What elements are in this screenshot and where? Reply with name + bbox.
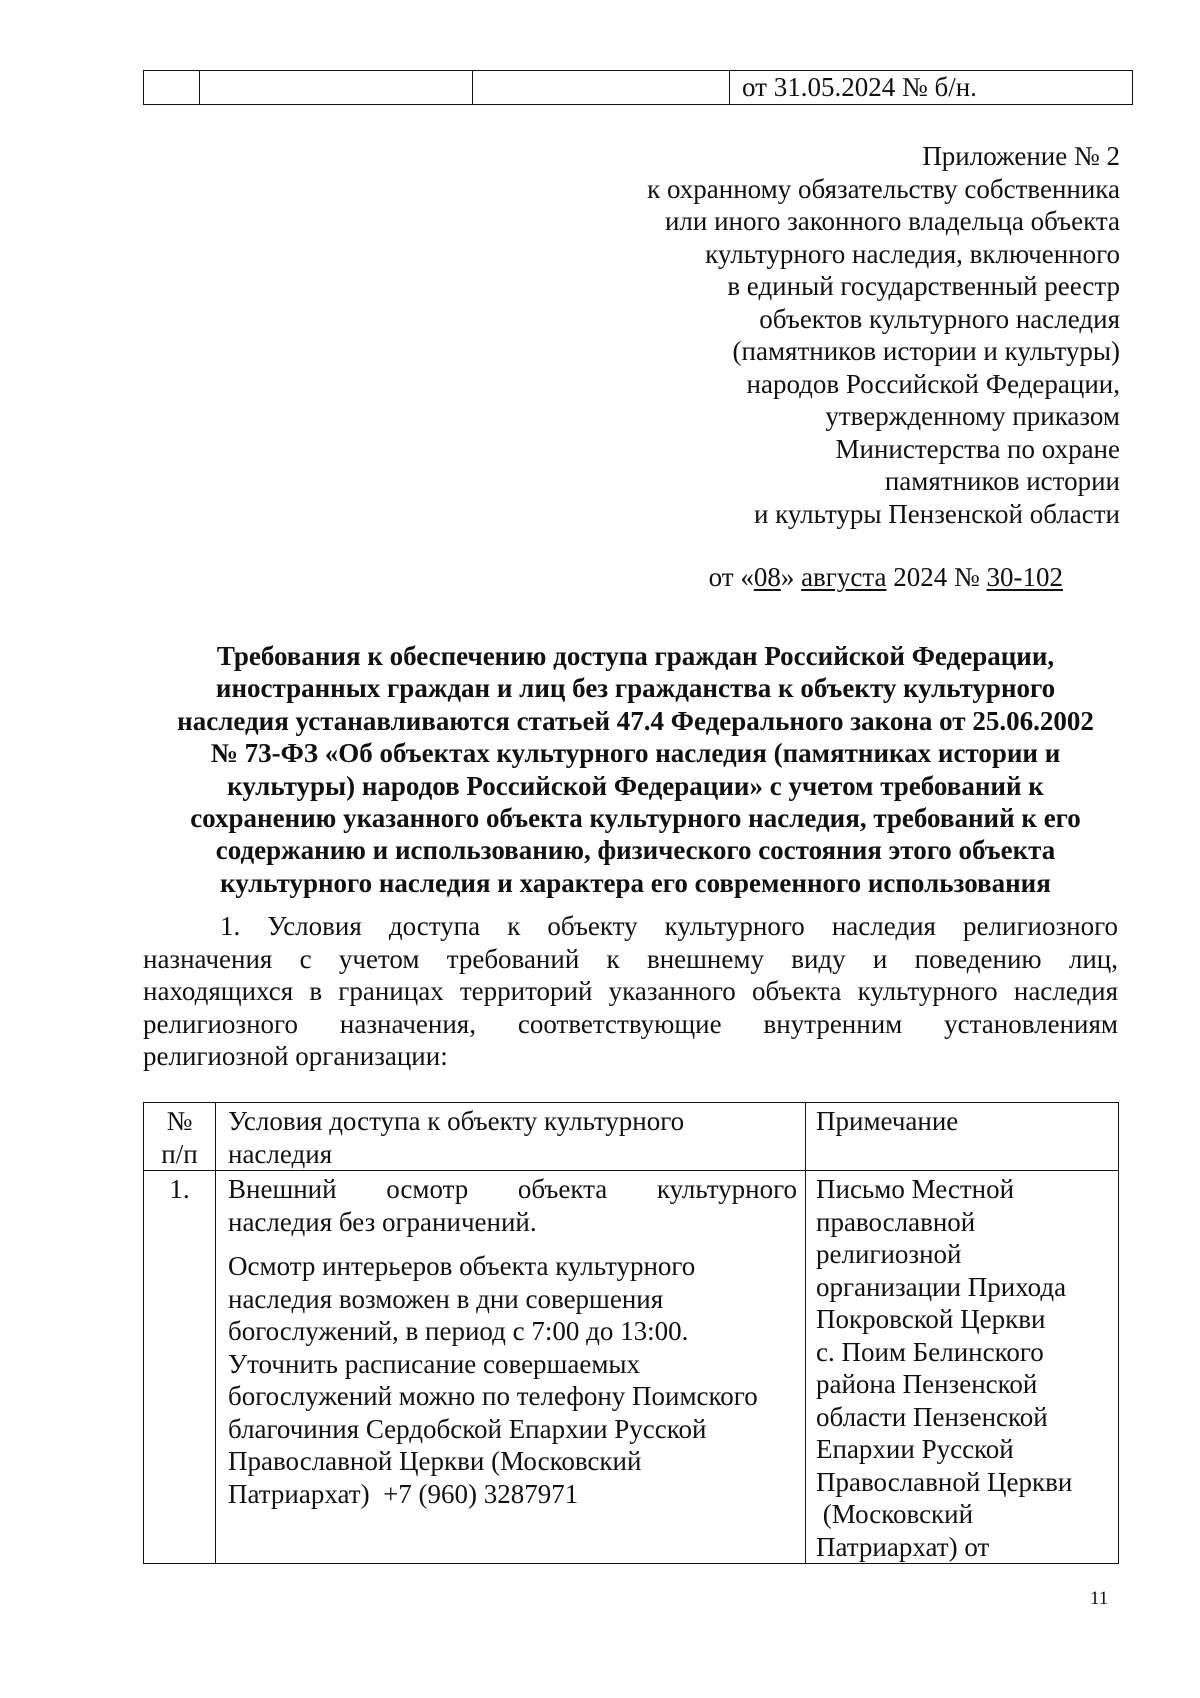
note-line: организации Прихода	[816, 1271, 1067, 1302]
note-line: Православной Церкви	[816, 1466, 1073, 1497]
header-line: №	[166, 1106, 193, 1136]
conditions-line: Православной Церкви (Московский	[228, 1446, 642, 1476]
appendix-line: памятников истории	[884, 466, 1120, 496]
heading-line: культуры) народов Российской Федерации» с учетом требований к	[227, 770, 1044, 801]
order-mid: 2024 №	[886, 562, 987, 592]
note-line: религиозной	[816, 1239, 962, 1269]
heading-line: Требования к обеспечению доступа граждан Российской Федерации,	[216, 641, 1055, 671]
top-table-cell	[144, 71, 200, 105]
appendix-line: культурного наследия, включенного	[705, 238, 1120, 269]
paragraph-line: религиозной организации:	[143, 1041, 448, 1071]
appendix-block	[560, 140, 1120, 530]
note-line: Письмо Местной	[816, 1174, 1015, 1204]
order-mid: »	[780, 562, 802, 592]
row-note	[806, 1171, 1119, 1564]
appendix-line: и культуры Пензенской области	[753, 498, 1120, 529]
heading-line: культурного наследия и характера его современного использования	[220, 867, 1051, 898]
note-line: с. Поим Белинского	[816, 1336, 1044, 1367]
access-conditions-table	[143, 1102, 1119, 1564]
page-number: 11	[1090, 1588, 1109, 1609]
header-line: Условия доступа к объекту культурного	[228, 1106, 685, 1136]
order-prefix: от «	[708, 562, 754, 592]
row-conditions	[216, 1171, 806, 1564]
conditions-line: богослужений, в период с 7:00 до 13:00.	[228, 1316, 689, 1346]
note-line: Патриархат) от	[816, 1531, 990, 1562]
header-line: п/п	[161, 1138, 198, 1169]
conditions-line: Уточнить расписание совершаемых	[228, 1348, 641, 1379]
note-line: Епархии Русской	[816, 1434, 1014, 1464]
note-line: православной	[816, 1206, 976, 1237]
order-day: 08	[753, 562, 781, 592]
appendix-line: Приложение № 2	[922, 141, 1120, 171]
appendix-line: (памятников истории и культуры)	[732, 336, 1120, 366]
heading-line: содержанию и использованию, физического состояния этого объекта	[215, 835, 1056, 866]
appendix-line: утвержденному приказом	[825, 401, 1120, 431]
top-continuation-table	[143, 70, 1133, 105]
conditions-line: Патриархат) +7 (960) 3287971	[228, 1478, 579, 1509]
order-number: 30-102	[986, 562, 1063, 592]
row-number: 1.	[144, 1171, 216, 1564]
header-conditions	[216, 1103, 806, 1171]
heading-line: № 73-ФЗ «Об объектах культурного наследия (памятниках истории и	[210, 738, 1061, 769]
appendix-line: Министерства по охране	[835, 433, 1120, 464]
paragraph-line: назначения с учетом требований к внешнему виду и поведению лиц,	[143, 943, 1118, 974]
conditions-line: благочиния Сердобской Епархии Русской	[228, 1413, 707, 1444]
paragraph-line: находящихся в границах территорий указанного объекта культурного наследия	[143, 976, 1118, 1006]
requirements-heading	[143, 640, 1128, 899]
top-table-date-cell: от 31.05.2024 № б/н.	[730, 71, 1133, 105]
table-row	[144, 71, 1133, 105]
header-line: наследия	[228, 1138, 333, 1169]
note-line: (Московский	[816, 1499, 974, 1529]
order-month: августа	[801, 562, 887, 592]
conditions-line: Внешний осмотр объекта культурного	[228, 1174, 797, 1204]
paragraph-gap	[228, 1238, 797, 1250]
appendix-line: в единый государственный реестр	[727, 271, 1120, 301]
table-header-row	[144, 1103, 1119, 1171]
conditions-line: наследия без ограничений.	[228, 1206, 537, 1237]
note-line: области Пензенской	[816, 1401, 1048, 1432]
conditions-line: богослужений можно по телефону Поимского	[228, 1381, 758, 1411]
note-line: района Пензенской	[816, 1369, 1038, 1399]
header-number	[144, 1103, 216, 1171]
appendix-line: объектов культурного наследия	[759, 303, 1120, 334]
conditions-line: Осмотр интерьеров объекта культурного	[228, 1251, 696, 1281]
appendix-line: к охранному обязательству собственника	[647, 173, 1120, 204]
top-table-cell	[473, 71, 730, 105]
heading-line: иностранных граждан и лиц без гражданства к объекту культурного	[215, 673, 1056, 704]
note-line: Покровской Церкви	[816, 1304, 1046, 1334]
appendix-line: народов Российской Федерации,	[746, 368, 1120, 399]
order-date-line	[560, 561, 1063, 593]
table-row	[144, 1171, 1119, 1564]
header-note	[806, 1103, 1119, 1171]
paragraph-line: 1. Условия доступа к объекту культурного наследия религиозного	[220, 911, 1118, 941]
conditions-line: наследия возможен в дни совершения	[228, 1283, 664, 1314]
paragraph-access-conditions	[143, 910, 1118, 1073]
appendix-line: или иного законного владельца объекта	[664, 206, 1120, 236]
paragraph-line: религиозного назначения, соответствующие внутренним установлениям	[143, 1008, 1118, 1039]
top-table-cell	[200, 71, 473, 105]
heading-line: сохранению указанного объекта культурного наследия, требований к его	[190, 803, 1081, 834]
heading-line: наследия устанавливаются статьей 47.4 Федерального закона от 25.06.2002	[177, 705, 1094, 736]
header-line: Примечание	[816, 1106, 959, 1136]
